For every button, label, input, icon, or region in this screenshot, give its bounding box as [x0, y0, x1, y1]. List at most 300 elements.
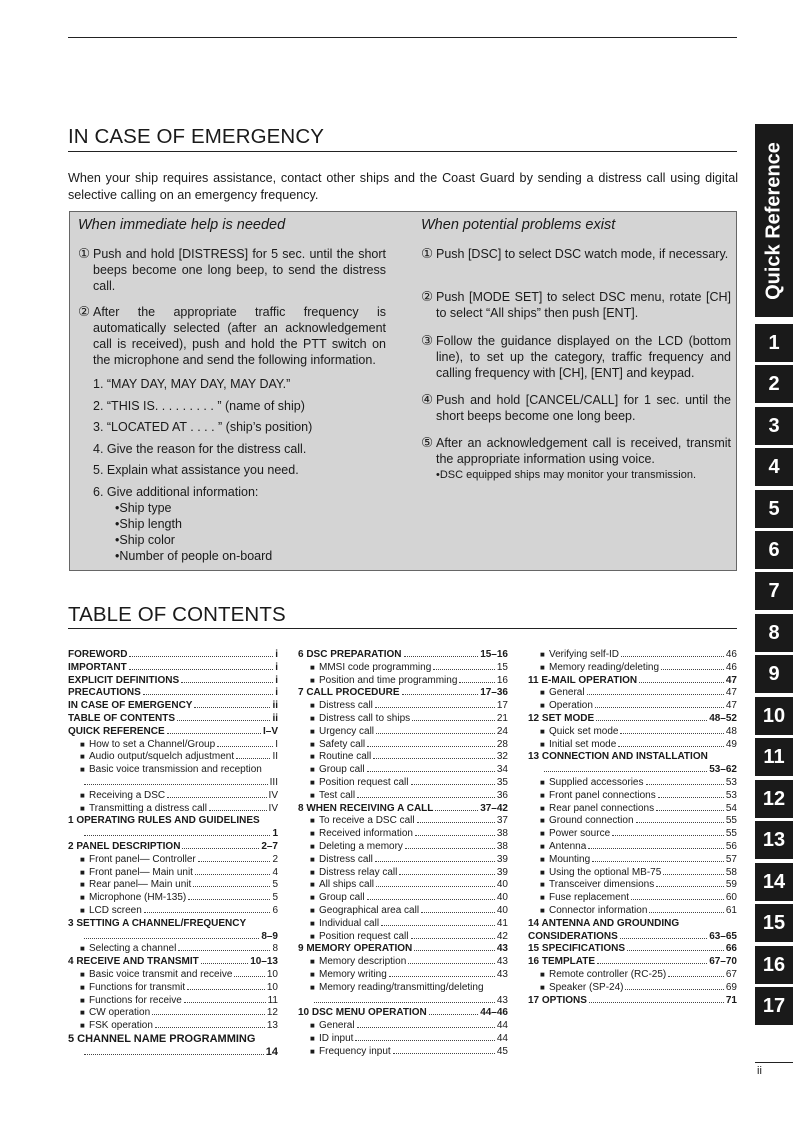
toc-entry-page: IV — [268, 789, 278, 801]
circled-number: ② — [78, 304, 91, 319]
toc-entry-title: Operation — [549, 700, 593, 712]
square-bullet-icon: ■ — [540, 867, 545, 877]
toc-entry-page: 42 — [496, 930, 508, 942]
toc-leader-dots — [194, 706, 270, 708]
toc-entry[interactable] — [298, 905, 508, 918]
toc-entry-page: 21 — [496, 712, 508, 724]
toc-entry[interactable] — [298, 931, 508, 944]
step-text: Push [DSC] to select DSC watch mode, if necessary. — [436, 247, 729, 261]
toc-entry[interactable] — [298, 1033, 508, 1046]
toc-entry-title: Memory description — [319, 956, 407, 968]
square-bullet-icon: ■ — [310, 854, 315, 864]
toc-entry[interactable] — [528, 713, 737, 726]
toc-entry-page: 44–46 — [480, 1007, 508, 1019]
toc-entry-page: 34 — [496, 764, 508, 776]
tab-chapter-1[interactable]: 1 — [755, 324, 793, 362]
toc-entry[interactable] — [528, 828, 737, 841]
square-bullet-icon: ■ — [310, 982, 315, 992]
toc-leader-dots — [195, 873, 270, 875]
square-bullet-icon: ■ — [80, 790, 85, 800]
step-text: After the appropriate traffic frequency is automatically selected (after an acknowledgement call is received), push and hold the PTT switch on the microphone and send the following information. — [93, 305, 386, 367]
toc-entry-title: Front panel— Controller — [89, 853, 196, 865]
toc-entry[interactable] — [298, 892, 508, 905]
toc-entry-page: IV — [268, 802, 278, 814]
toc-entry[interactable] — [68, 815, 278, 828]
toc-entry[interactable] — [298, 956, 508, 969]
toc-entry[interactable] — [298, 995, 508, 1008]
toc-entry[interactable] — [68, 726, 278, 739]
toc-entry-title: IN CASE OF EMERGENCY — [68, 700, 193, 712]
square-bullet-icon: ■ — [310, 969, 315, 979]
toc-leader-dots — [376, 885, 495, 887]
potential-step-2 — [421, 289, 731, 321]
toc-entry[interactable] — [68, 700, 278, 713]
toc-entry-title: 8 WHEN RECEIVING A CALL — [298, 802, 434, 814]
toc-entry[interactable] — [68, 777, 278, 790]
toc-title: TABLE OF CONTENTS — [68, 603, 286, 626]
toc-entry[interactable] — [528, 982, 737, 995]
square-bullet-icon: ■ — [310, 1033, 315, 1043]
toc-leader-dots — [357, 1026, 495, 1028]
toc-entry-page: 38 — [496, 840, 508, 852]
square-bullet-icon: ■ — [540, 688, 545, 698]
square-bullet-icon: ■ — [310, 675, 315, 685]
toc-entry-page: 54 — [725, 802, 737, 814]
toc-entry-title: Rear panel connections — [549, 802, 655, 814]
toc-entry[interactable] — [528, 931, 737, 944]
toc-leader-dots — [620, 732, 723, 734]
info-item-5: 5. Explain what assistance you need. — [93, 463, 299, 477]
toc-entry[interactable] — [68, 790, 278, 803]
toc-leader-dots — [620, 937, 707, 939]
toc-entry-page: 38 — [496, 828, 508, 840]
bullet-ship-color: •Ship color — [115, 533, 175, 547]
toc-leader-dots — [143, 693, 273, 695]
toc-entry-title: All ships call — [319, 879, 375, 891]
toc-entry[interactable] — [298, 764, 508, 777]
toc-entry-title: Frequency input — [319, 1045, 391, 1057]
toc-entry-title: 15 SPECIFICATIONS — [528, 943, 626, 955]
toc-leader-dots — [587, 693, 724, 695]
toc-entry-page: 53–62 — [709, 764, 737, 776]
toc-entry[interactable] — [528, 662, 737, 675]
square-bullet-icon: ■ — [80, 893, 85, 903]
toc-entry-page: 69 — [725, 981, 737, 993]
toc-entry[interactable] — [298, 1046, 508, 1059]
bullet-ship-type: •Ship type — [115, 501, 172, 515]
tab-chapter-5[interactable]: 5 — [755, 490, 793, 528]
square-bullet-icon: ■ — [80, 765, 85, 775]
toc-entry-title: CONSIDERATIONS — [528, 930, 618, 942]
toc-entry[interactable] — [298, 879, 508, 892]
toc-entry-title: LCD screen — [89, 904, 142, 916]
page-number: ii — [757, 1065, 762, 1077]
tab-chapter-16[interactable]: 16 — [755, 946, 793, 984]
toc-entry-page: 14 — [265, 1045, 278, 1058]
square-bullet-icon: ■ — [540, 790, 545, 800]
toc-leader-dots — [184, 1001, 266, 1003]
toc-entry-page: 53 — [725, 776, 737, 788]
toc-entry[interactable] — [298, 841, 508, 854]
toc-entry[interactable] — [298, 726, 508, 739]
immediate-help-heading: When immediate help is needed — [78, 217, 286, 233]
tab-chapter-13[interactable]: 13 — [755, 821, 793, 859]
toc-entry[interactable] — [68, 1007, 278, 1020]
toc-entry[interactable] — [298, 687, 508, 700]
tab-chapter-15[interactable]: 15 — [755, 904, 793, 942]
toc-entry[interactable] — [68, 956, 278, 969]
toc-entry-title: Distress relay call — [319, 866, 398, 878]
square-bullet-icon: ■ — [80, 995, 85, 1005]
square-bullet-icon: ■ — [310, 726, 315, 736]
toc-entry-page: 15–16 — [480, 649, 508, 660]
toc-entry[interactable] — [68, 943, 278, 956]
toc-entry[interactable] — [68, 879, 278, 892]
toc-entry-title: Group call — [319, 892, 365, 904]
toc-entry-page: 47 — [725, 700, 737, 712]
toc-entry[interactable] — [68, 739, 278, 752]
square-bullet-icon: ■ — [80, 739, 85, 749]
toc-leader-dots — [408, 962, 495, 964]
square-bullet-icon: ■ — [310, 867, 315, 877]
toc-entry-title: 12 SET MODE — [528, 712, 595, 724]
square-bullet-icon: ■ — [310, 739, 315, 749]
step-text: Push [MODE SET] to select DSC menu, rotate [CH] to select “All ships” then push [ENT]. — [436, 290, 731, 320]
toc-entry[interactable] — [528, 956, 737, 969]
tab-chapter-7[interactable]: 7 — [755, 572, 793, 610]
toc-leader-dots — [188, 898, 270, 900]
toc-entry-title: Test call — [319, 789, 356, 801]
toc-entry[interactable] — [68, 969, 278, 982]
toc-entry[interactable] — [298, 662, 508, 675]
toc-leader-dots — [177, 719, 270, 721]
toc-entry[interactable] — [528, 790, 737, 803]
toc-entry-page: 35 — [496, 776, 508, 788]
toc-entry-page: 32 — [496, 751, 508, 763]
potential-step-4 — [421, 392, 731, 424]
toc-entry-page: 17–36 — [480, 687, 508, 699]
toc-leader-dots — [415, 834, 495, 836]
info-item-6: 6. Give additional information: — [93, 485, 259, 499]
toc-entry[interactable] — [528, 803, 737, 816]
toc-entry[interactable] — [528, 867, 737, 880]
toc-entry[interactable] — [68, 713, 278, 726]
toc-entry-title: 14 ANTENNA AND GROUNDING — [528, 917, 680, 929]
square-bullet-icon: ■ — [80, 803, 85, 813]
toc-entry-title: QUICK REFERENCE — [68, 725, 165, 737]
square-bullet-icon: ■ — [310, 1021, 315, 1031]
toc-entry[interactable] — [68, 1020, 278, 1033]
toc-entry-page: 2–7 — [261, 840, 278, 852]
info-item-3: 3. “LOCATED AT . . . . ” (ship’s position) — [93, 420, 313, 434]
toc-leader-dots — [182, 847, 259, 849]
tab-chapter-8[interactable]: 8 — [755, 614, 793, 652]
toc-entry-page: ii — [272, 700, 278, 712]
toc-entry[interactable] — [68, 662, 278, 675]
toc-leader-dots — [459, 681, 494, 683]
toc-leader-dots — [589, 1001, 724, 1003]
toc-leader-dots — [84, 834, 270, 836]
toc-leader-dots — [181, 681, 273, 683]
tab-quick-reference[interactable] — [755, 124, 793, 317]
toc-entry-page: i — [275, 661, 278, 673]
toc-entry-page: 43 — [496, 994, 508, 1006]
square-bullet-icon: ■ — [310, 662, 315, 672]
toc-entry-title: Basic voice transmission and reception — [89, 764, 262, 776]
toc-entry[interactable] — [528, 777, 737, 790]
toc-entry-page: 39 — [496, 866, 508, 878]
toc-entry-page: 43 — [496, 956, 508, 968]
toc-entry-title: Distress call — [319, 700, 373, 712]
toc-entry[interactable] — [528, 726, 737, 739]
toc-entry-page: 10–13 — [250, 956, 278, 968]
toc-entry-page: 67 — [725, 968, 737, 980]
toc-entry-title: Remote controller (RC-25) — [549, 968, 667, 980]
toc-entry[interactable] — [68, 803, 278, 816]
toc-entry[interactable] — [68, 854, 278, 867]
toc-entry-title: Urgency call — [319, 725, 375, 737]
toc-entry[interactable] — [298, 649, 508, 662]
square-bullet-icon: ■ — [540, 969, 545, 979]
toc-leader-dots — [357, 796, 495, 798]
toc-leader-dots — [367, 745, 495, 747]
toc-entry-title: Geographical area call — [319, 904, 420, 916]
toc-entry-page: 49 — [725, 738, 737, 750]
toc-entry-page: 16 — [496, 674, 508, 686]
toc-entry-title: ID input — [319, 1032, 354, 1044]
square-bullet-icon: ■ — [540, 777, 545, 787]
toc-entry[interactable] — [68, 687, 278, 700]
toc-entry[interactable] — [528, 687, 737, 700]
square-bullet-icon: ■ — [310, 905, 315, 915]
toc-leader-dots — [187, 988, 265, 990]
toc-leader-dots — [411, 783, 495, 785]
toc-entry[interactable] — [68, 982, 278, 995]
toc-entry-page: 55 — [725, 815, 737, 827]
toc-entry-page: 59 — [725, 879, 737, 891]
toc-entry[interactable] — [298, 751, 508, 764]
tab-chapter-12[interactable]: 12 — [755, 780, 793, 818]
toc-entry-title: IMPORTANT — [68, 661, 127, 673]
toc-leader-dots — [663, 873, 724, 875]
emergency-title-rule — [68, 151, 737, 152]
toc-leader-dots — [129, 655, 273, 657]
toc-entry[interactable] — [298, 713, 508, 726]
toc-entry[interactable] — [298, 777, 508, 790]
potential-problems-heading: When potential problems exist — [421, 217, 616, 233]
square-bullet-icon: ■ — [310, 713, 315, 723]
tab-chapter-11[interactable]: 11 — [755, 738, 793, 776]
toc-entry-title: 16 TEMPLATE — [528, 956, 596, 968]
toc-entry[interactable] — [528, 649, 737, 662]
toc-leader-dots — [389, 975, 495, 977]
toc-leader-dots — [367, 770, 495, 772]
toc-entry[interactable] — [298, 943, 508, 956]
toc-leader-dots — [375, 706, 495, 708]
toc-leader-dots — [84, 937, 259, 939]
toc-entry[interactable] — [68, 867, 278, 880]
toc-entry[interactable] — [68, 995, 278, 1008]
toc-entry[interactable] — [298, 1007, 508, 1020]
square-bullet-icon: ■ — [540, 662, 545, 672]
circled-number: ① — [78, 246, 91, 261]
toc-entry[interactable] — [68, 918, 278, 931]
toc-leader-dots — [355, 1039, 494, 1041]
toc-entry[interactable] — [298, 1020, 508, 1033]
toc-leader-dots — [588, 847, 724, 849]
toc-entry[interactable] — [298, 918, 508, 931]
toc-entry-page: I–V — [262, 725, 278, 737]
toc-entry[interactable] — [298, 854, 508, 867]
toc-entry[interactable] — [528, 943, 737, 956]
toc-leader-dots — [612, 834, 724, 836]
tab-chapter-9[interactable]: 9 — [755, 655, 793, 693]
tab-chapter-10[interactable]: 10 — [755, 697, 793, 735]
square-bullet-icon: ■ — [540, 854, 545, 864]
toc-leader-dots — [178, 949, 270, 951]
toc-entry-page: ii — [272, 712, 278, 724]
potential-step-5 — [421, 435, 731, 467]
toc-entry-title: TABLE OF CONTENTS — [68, 712, 176, 724]
toc-entry[interactable] — [528, 764, 737, 777]
toc-leader-dots — [198, 860, 271, 862]
toc-entry[interactable] — [68, 751, 278, 764]
toc-leader-dots — [658, 796, 724, 798]
toc-leader-dots — [656, 885, 724, 887]
toc-entry-page: 12 — [266, 1007, 278, 1019]
toc-entry-title: Memory writing — [319, 968, 387, 980]
tab-chapter-17[interactable]: 17 — [755, 987, 793, 1025]
toc-entry-page: 66 — [725, 943, 737, 955]
tab-chapter-2[interactable]: 2 — [755, 365, 793, 403]
square-bullet-icon: ■ — [80, 1021, 85, 1031]
toc-entry-title: Supplied accessories — [549, 776, 644, 788]
toc-entry[interactable] — [298, 700, 508, 713]
toc-leader-dots — [649, 911, 723, 913]
toc-entry-page: 37 — [496, 815, 508, 827]
toc-entry-title: Fuse replacement — [549, 892, 630, 904]
immediate-step-1 — [78, 246, 386, 294]
toc-entry[interactable] — [528, 879, 737, 892]
toc-leader-dots — [367, 898, 495, 900]
toc-entry-title: Power source — [549, 828, 611, 840]
immediate-step-2 — [78, 304, 386, 368]
toc-entry[interactable] — [528, 918, 737, 931]
toc-entry-page: 46 — [725, 661, 737, 673]
toc-entry[interactable] — [528, 815, 737, 828]
toc-entry[interactable] — [528, 675, 737, 688]
toc-entry[interactable] — [528, 892, 737, 905]
toc-entry[interactable] — [298, 790, 508, 803]
tab-chapter-4[interactable]: 4 — [755, 448, 793, 486]
toc-entry-page: 5 — [272, 892, 278, 904]
square-bullet-icon: ■ — [310, 1046, 315, 1056]
toc-entry-title: Ground connection — [549, 815, 634, 827]
toc-leader-dots — [639, 681, 724, 683]
toc-entry[interactable] — [68, 828, 278, 841]
toc-leader-dots — [435, 809, 478, 811]
toc-entry[interactable] — [298, 969, 508, 982]
toc-entry[interactable] — [298, 803, 508, 816]
tab-quick-reference-label: Quick Reference — [762, 141, 785, 300]
toc-entry[interactable] — [528, 841, 737, 854]
toc-entry[interactable] — [68, 675, 278, 688]
toc-entry[interactable] — [528, 969, 737, 982]
toc-entry[interactable] — [68, 931, 278, 944]
toc-entry-title: Received information — [319, 828, 413, 840]
toc-entry[interactable] — [528, 700, 737, 713]
square-bullet-icon: ■ — [540, 905, 545, 915]
toc-leader-dots — [414, 949, 495, 951]
toc-leader-dots — [646, 783, 724, 785]
toc-entry-title: 6 DSC PREPARATION — [298, 649, 402, 660]
potential-step-1 — [421, 246, 731, 262]
toc-entry-page: 5 — [272, 879, 278, 891]
toc-leader-dots — [544, 770, 707, 772]
toc-entry[interactable] — [68, 905, 278, 918]
toc-entry-title: Functions for receive — [89, 994, 182, 1006]
toc-entry-page: 2 — [272, 853, 278, 865]
toc-entry-page: 4 — [272, 866, 278, 878]
toc-entry[interactable] — [528, 905, 737, 918]
toc-entry[interactable] — [528, 739, 737, 752]
square-bullet-icon: ■ — [540, 726, 545, 736]
toc-entry-title: Distress call to ships — [319, 712, 411, 724]
toc-entry-page: 44 — [496, 1020, 508, 1032]
square-bullet-icon: ■ — [80, 982, 85, 992]
square-bullet-icon: ■ — [310, 829, 315, 839]
toc-entry[interactable] — [298, 815, 508, 828]
toc-entry-title: Routine call — [319, 751, 372, 763]
toc-entry[interactable] — [68, 1033, 278, 1046]
toc-entry[interactable] — [298, 982, 508, 995]
square-bullet-icon: ■ — [310, 841, 315, 851]
toc-entry-title: 17 OPTIONS — [528, 994, 587, 1006]
square-bullet-icon: ■ — [80, 752, 85, 762]
toc-entry-page: 6 — [272, 904, 278, 916]
toc-leader-dots — [597, 962, 707, 964]
toc-entry[interactable] — [68, 1046, 278, 1059]
toc-entry[interactable] — [68, 764, 278, 777]
toc-entry[interactable] — [298, 739, 508, 752]
step-text: Push and hold [CANCEL/CALL] for 1 sec. until the short beeps become one long beep. — [436, 393, 731, 423]
toc-entry[interactable] — [298, 675, 508, 688]
tab-chapter-6[interactable]: 6 — [755, 531, 793, 569]
square-bullet-icon: ■ — [310, 777, 315, 787]
toc-leader-dots — [373, 757, 495, 759]
toc-entry[interactable] — [528, 751, 737, 764]
toc-leader-dots — [209, 809, 267, 811]
tab-chapter-3[interactable]: 3 — [755, 407, 793, 445]
toc-entry-page: 48–52 — [709, 712, 737, 724]
toc-leader-dots — [84, 783, 268, 785]
toc-entry[interactable] — [528, 995, 737, 1008]
toc-entry-title: Transceiver dimensions — [549, 879, 655, 891]
toc-entry[interactable] — [68, 892, 278, 905]
toc-entry[interactable] — [528, 854, 737, 867]
toc-entry[interactable] — [68, 649, 278, 662]
toc-leader-dots — [193, 885, 270, 887]
toc-entry[interactable] — [298, 828, 508, 841]
toc-entry[interactable] — [298, 867, 508, 880]
toc-entry-title: 1 OPERATING RULES AND GUIDELINES — [68, 815, 260, 827]
toc-leader-dots — [417, 821, 495, 823]
square-bullet-icon: ■ — [540, 829, 545, 839]
toc-entry-page: 11 — [267, 994, 278, 1006]
tab-chapter-14[interactable]: 14 — [755, 863, 793, 901]
square-bullet-icon: ■ — [540, 880, 545, 890]
toc-entry[interactable] — [68, 841, 278, 854]
